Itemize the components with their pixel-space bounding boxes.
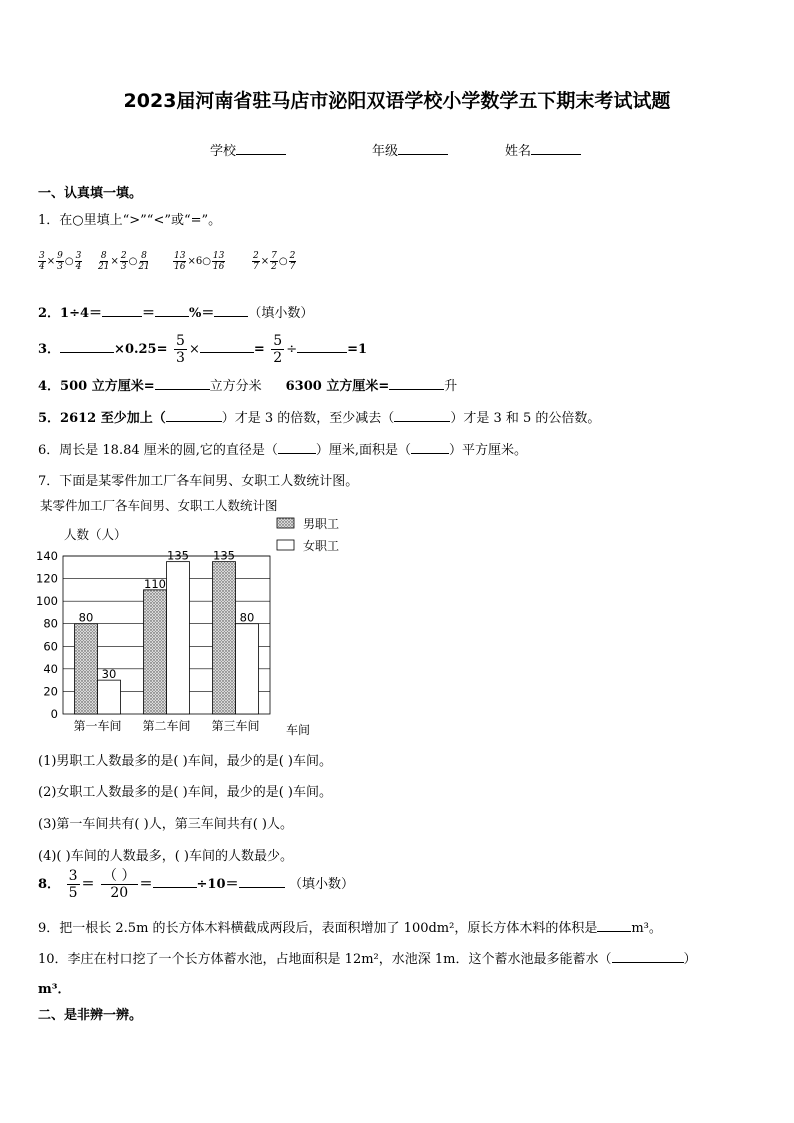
question-7: 7．下面是某零件加工厂各车间男、女职工人数统计图。: [38, 474, 359, 489]
question-4: 4．500 立方厘米= 立方分米 6300 立方厘米= 升: [38, 379, 458, 394]
data-label-female-2: 135: [167, 548, 189, 563]
question-3: 3． ×0.25= $\frac{5}{3}$ × = $\frac{5}{2}$ ÷ =1: [38, 333, 368, 366]
x-axis-label: 车间: [286, 723, 311, 737]
q4-blank-2[interactable]: [389, 377, 444, 390]
data-label-male-2: 110: [144, 576, 166, 591]
bar-male-1: [75, 624, 98, 714]
q2-blank-1[interactable]: [102, 304, 142, 317]
bar-female-1: [98, 680, 121, 714]
q2-blank-2[interactable]: [155, 304, 189, 317]
x-tick-label-2: 第二车间: [142, 719, 191, 733]
chart-title: 某零件加工厂各车间男、女职工人数统计图: [40, 498, 278, 513]
q1-expr-2: $\frac{8}{21}$ × $\frac{2}{3}$ ○ $\frac{8}{21}$: [98, 251, 150, 272]
q8-blank-2[interactable]: [153, 875, 197, 888]
legend-swatch-male: [277, 518, 294, 528]
question-2: 2．1÷4＝ ＝ %＝ （填小数）: [38, 306, 314, 321]
legend-swatch-female: [277, 540, 294, 550]
question-10: 10．李庄在村口挖了一个长方体蓄水池，占地面积是 12m²，水池深 1m．这个蓄水池最多能蓄水（ ）: [38, 952, 697, 967]
y-tick-label-60: 60: [43, 639, 58, 654]
q1-expr-4: $\frac{2}{7}$ × $\frac{7}{2}$ ○ $\frac{2}{7}$: [253, 251, 296, 272]
q1-expr-3: $\frac{13}{16}$ ×6○ $\frac{13}{16}$: [174, 251, 225, 272]
legend-label-male: 男职工: [303, 517, 340, 531]
q4-blank-1[interactable]: [155, 377, 210, 390]
grade-label: 年级: [372, 144, 399, 159]
question-7-sub-1: (1)男职工人数最多的是( )车间，最少的是( )车间。: [38, 754, 332, 769]
q3-blank-1[interactable]: [60, 340, 114, 353]
q8-blank-3[interactable]: [239, 875, 285, 888]
section-1-heading: 一、认真填一填。: [38, 186, 143, 201]
q3-blank-2[interactable]: [200, 340, 254, 353]
y-tick-label-40: 40: [43, 661, 58, 676]
y-tick-label-80: 80: [43, 616, 58, 631]
q5-blank-2[interactable]: [394, 409, 450, 422]
bar-chart: [30, 494, 360, 744]
y-tick-label-120: 120: [36, 571, 58, 586]
y-tick-label-140: 140: [36, 549, 58, 563]
bar-female-3: [236, 624, 259, 714]
question-6: 6．周长是 18.84 厘米的圆,它的直径是（ ）厘米,面积是（ ）平方厘米。: [38, 443, 528, 458]
q1-expr-1: $\frac{3}{4}$ × $\frac{9}{3}$ ○ $\frac{3}{4}$: [39, 251, 82, 272]
q6-blank-1[interactable]: [278, 441, 316, 454]
y-tick-label-0: 0: [50, 707, 58, 721]
question-5: 5．2612 至少加上（ ）才是 3 的倍数，至少减去（ ）才是 3 和 5 的公倍数。: [38, 411, 601, 426]
grade-field[interactable]: [372, 140, 448, 159]
data-label-female-3: 80: [239, 610, 255, 625]
school-label: 学校: [210, 144, 237, 159]
q8-blank-numerator[interactable]: （ ）: [103, 868, 136, 884]
q9-blank[interactable]: [597, 919, 631, 932]
bar-male-3: [213, 562, 236, 714]
q5-blank-1[interactable]: [166, 409, 222, 422]
y-axis-label: 人数（人）: [64, 527, 127, 542]
data-label-male-1: 80: [78, 610, 94, 625]
x-tick-label-1: 第一车间: [73, 719, 122, 733]
chart-legend: [277, 517, 339, 553]
bar-male-2: [144, 590, 167, 714]
bar-female-2: [167, 562, 190, 714]
page-title: 2023届河南省驻马店市泌阳双语学校小学数学五下期末考试试题: [123, 90, 671, 112]
section-2-heading: 二、是非辨一辨。: [38, 1008, 143, 1023]
data-label-male-3: 135: [213, 548, 235, 563]
question-1: 1．在○里填上“>”“<”或“=”。: [38, 213, 222, 228]
question-8: 8． $\frac{3}{5}$ ＝ （ ） 20 ＝ ÷10＝ （填小数）: [38, 868, 355, 901]
y-tick-label-100: 100: [36, 594, 58, 609]
school-field[interactable]: [210, 140, 286, 159]
name-label: 姓名: [505, 144, 532, 159]
question-7-sub-4: (4)( )车间的人数最多，( )车间的人数最少。: [38, 849, 293, 864]
question-7-sub-3: (3)第一车间共有( )人，第三车间共有( )人。: [38, 817, 293, 832]
x-tick-label-3: 第三车间: [211, 719, 260, 733]
q6-blank-2[interactable]: [411, 441, 449, 454]
name-field[interactable]: [505, 140, 581, 159]
q3-blank-3[interactable]: [297, 340, 347, 353]
data-label-female-1: 30: [101, 667, 117, 682]
legend-label-female: 女职工: [303, 539, 340, 553]
q2-blank-3[interactable]: [214, 304, 248, 317]
y-tick-label-20: 20: [43, 684, 58, 699]
question-7-sub-2: (2)女职工人数最多的是( )车间，最少的是( )车间。: [38, 785, 332, 800]
question-9: 9．把一根长 2.5m 的长方体木料横截成两段后，表面积增加了 100dm²，原长方体木料的体积是 m³。: [38, 921, 662, 936]
question-10-line-2: m³．: [38, 982, 71, 997]
q10-blank[interactable]: [612, 950, 684, 963]
